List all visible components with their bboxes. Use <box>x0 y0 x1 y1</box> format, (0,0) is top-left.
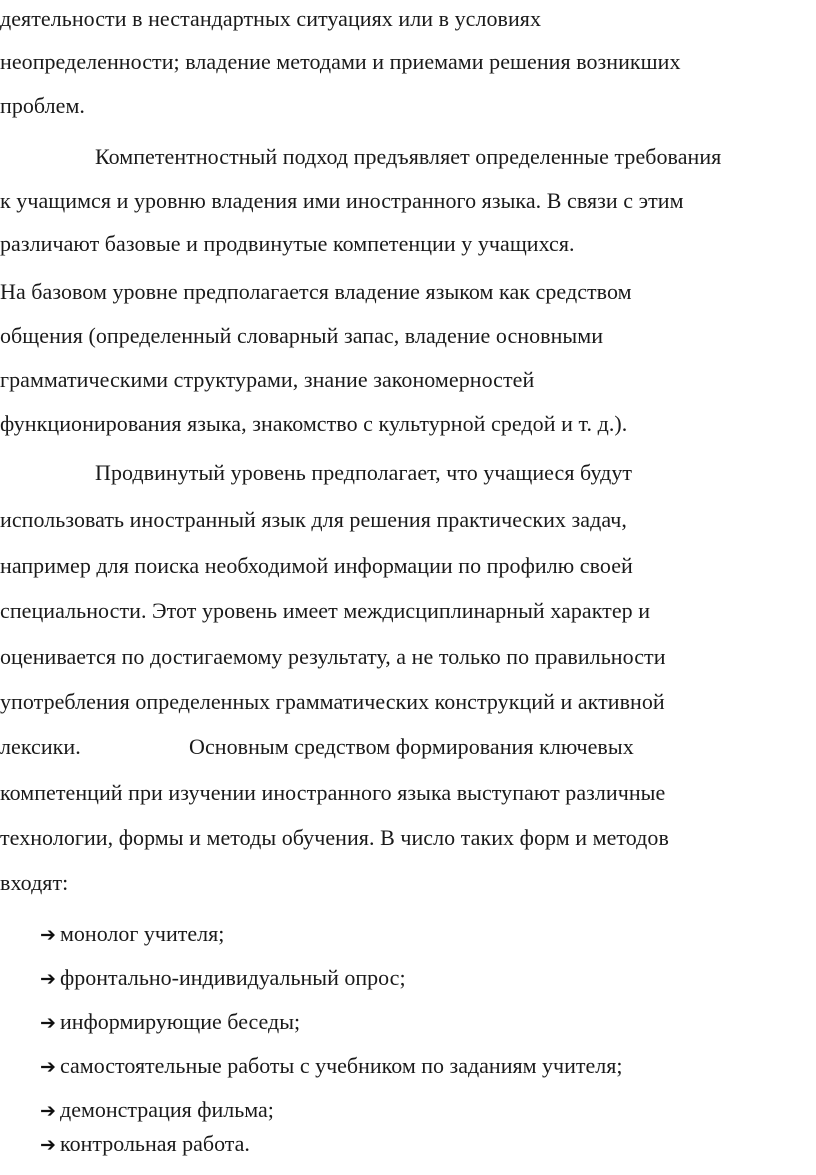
paragraph-line: например для поиска необходимой информации по профилю своей <box>0 553 633 578</box>
list-item-text: монолог учителя; <box>60 921 225 946</box>
paragraph-line: общения (определенный словарный запас, владение основными <box>0 323 604 348</box>
arrow-right-icon: ➔ <box>40 1134 56 1156</box>
arrow-right-icon: ➔ <box>40 1056 56 1078</box>
list-item <box>40 965 406 992</box>
paragraph-line: входят: <box>0 870 69 895</box>
list-item <box>40 1053 622 1080</box>
paragraph-line: На базовом уровне предполагается владение языком как средством <box>0 279 632 304</box>
list-item <box>40 1009 300 1036</box>
paragraph-line: различают базовые и продвинутые компетенции у учащихся. <box>0 231 575 256</box>
list-item <box>40 1097 274 1124</box>
paragraph-line: деятельности в нестандартных ситуациях или в условиях <box>0 6 542 31</box>
paragraph-line: употребления определенных грамматических конструкций и активной <box>0 689 665 714</box>
paragraph-line: функционирования языка, знакомство с культурной средой и т. д.). <box>0 411 628 436</box>
paragraph-line: использовать иностранный язык для решения практических задач, <box>0 507 627 532</box>
list-item-text: информирующие беседы; <box>60 1009 301 1034</box>
paragraph-line: грамматическими структурами, знание закономерностей <box>0 367 535 392</box>
arrow-right-icon: ➔ <box>40 924 56 946</box>
list-item-text: самостоятельные работы с учебником по заданиям учителя; <box>60 1053 623 1078</box>
paragraph-line: Компетентностный подход предъявляет определенные требования <box>95 144 722 169</box>
paragraph-line: проблем. <box>0 93 85 118</box>
paragraph-line: оценивается по достигаемому результату, а не только по правильности <box>0 644 666 669</box>
paragraph-line: технологии, формы и методы обучения. В число таких форм и методов <box>0 825 669 850</box>
paragraph-line: компетенций при изучении иностранного языка выступают различные <box>0 780 666 805</box>
arrow-right-icon: ➔ <box>40 1012 56 1034</box>
list-item <box>40 921 224 948</box>
list-item-text: контрольная работа. <box>60 1131 250 1156</box>
paragraph-line: лексики. <box>0 734 81 759</box>
arrow-right-icon: ➔ <box>40 968 56 990</box>
list-item-text: демонстрация фильма; <box>60 1097 274 1122</box>
paragraph-line: неопределенности; владение методами и приемами решения возникших <box>0 49 681 74</box>
list-item <box>40 1131 250 1158</box>
paragraph-line: Продвинутый уровень предполагает, что учащиеся будут <box>95 460 633 485</box>
paragraph-line: специальности. Этот уровень имеет междисциплинарный характер и <box>0 598 651 623</box>
list-item-text: фронтально-индивидуальный опрос; <box>60 965 406 990</box>
arrow-right-icon: ➔ <box>40 1100 56 1122</box>
paragraph-line: к учащимся и уровню владения ими иностранного языка. В связи с этим <box>0 188 684 213</box>
paragraph-line: Основным средством формирования ключевых <box>189 734 634 759</box>
